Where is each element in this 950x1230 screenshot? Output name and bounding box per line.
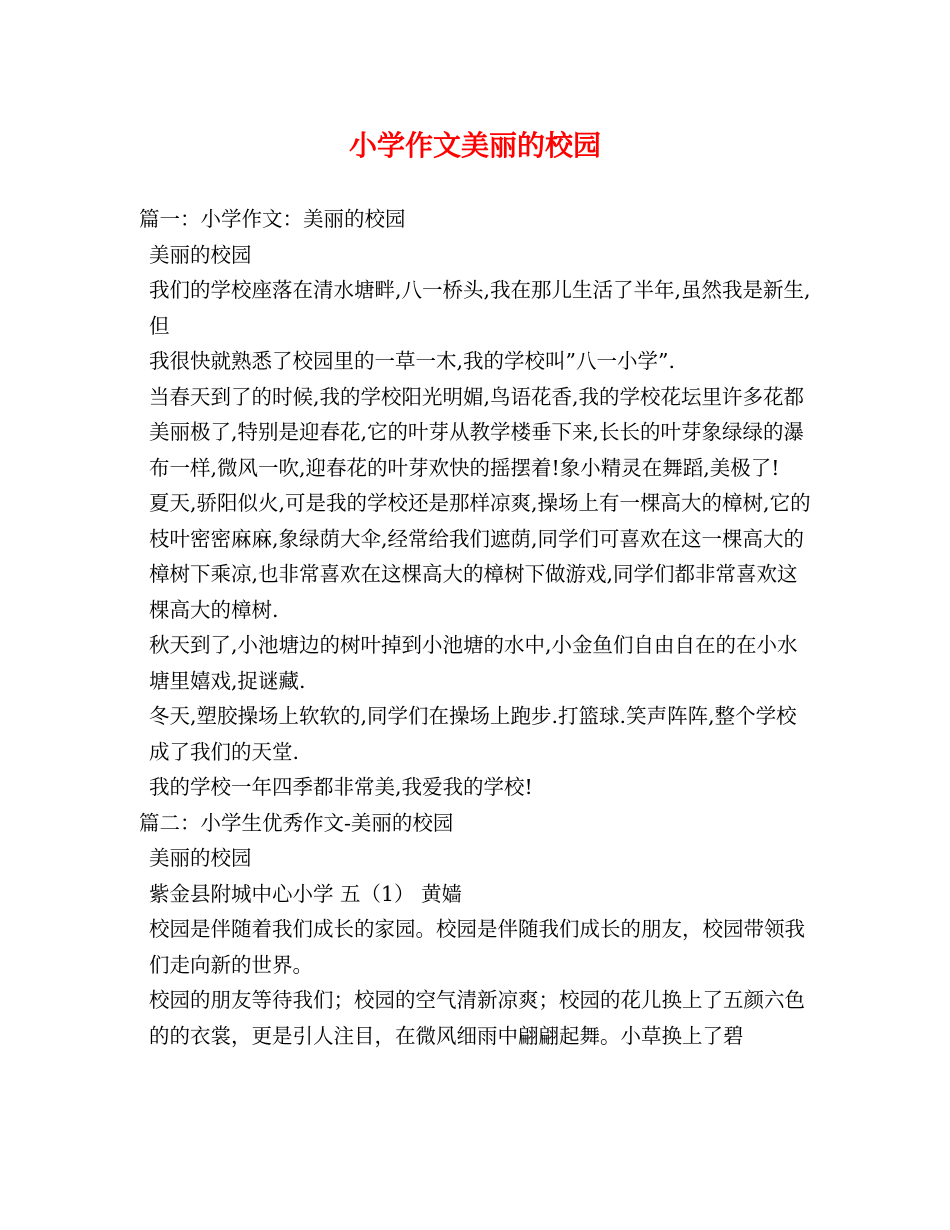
paragraph: 冬天,塑胶操场上软软的,同学们在操场上跑步.打篮球.笑声阵阵,整个学校成了我们的天堂. <box>149 704 797 764</box>
paragraph: 篇二：小学生优秀作文-美丽的校园 <box>139 810 454 835</box>
paragraph: 篇一：小学作文：美丽的校园 <box>139 207 406 231</box>
paragraph: 美丽的校园 <box>149 242 252 267</box>
paragraph: 美丽的校园 <box>149 846 252 870</box>
paragraph: 夏天,骄阳似火,可是我的学校还是那样凉爽,操场上有一棵高大的樟树,它的枝叶密密麻麻,象绿荫大伞,经常给我们遮荫,同学们可喜欢在这一棵高大的樟树下乘凉,也非常喜欢在这棵高大的樟树下做游戏,同学们都非常喜欢这棵高大的樟树. <box>149 491 811 622</box>
paragraph: 校园的朋友等待我们；校园的空气清新凉爽；校园的花儿换上了五颜六色的的衣裳，更是引人注目，在微风细雨中翩翩起舞。小草换上了碧 <box>149 988 805 1048</box>
document-title: 小学作文美丽的校园 <box>348 129 601 162</box>
paragraph: 我很快就熟悉了校园里的一草一木,我的学校叫”八一小学”. <box>149 349 675 373</box>
document-body <box>139 202 817 1054</box>
paragraph: 校园是伴随着我们成长的家园。校园是伴随我们成长的朋友，校园带领我们走向新的世界。 <box>149 917 805 977</box>
paragraph: 我的学校一年四季都非常美,我爱我的学校! <box>149 775 533 799</box>
paragraph: 我们的学校座落在清水塘畔,八一桥头,我在那儿生活了半年,虽然我是新生,但 <box>149 278 811 338</box>
paragraph: 当春天到了的时候,我的学校阳光明媚,鸟语花香,我的学校花坛里许多花都美丽极了,特别是迎春花,它的叶芽从教学楼垂下来,长长的叶芽象绿绿的瀑布一样,微风一吹,迎春花的叶芽欢快的摇摆着!象小精灵在舞蹈,美极了! <box>149 384 805 480</box>
paragraph: 秋天到了,小池塘边的树叶掉到小池塘的水中,小金鱼们自由自在的在小水塘里嬉戏,捉谜藏. <box>149 633 798 693</box>
paragraph: 紫金县附城中心小学 五（1） 黄嫱 <box>149 881 463 906</box>
